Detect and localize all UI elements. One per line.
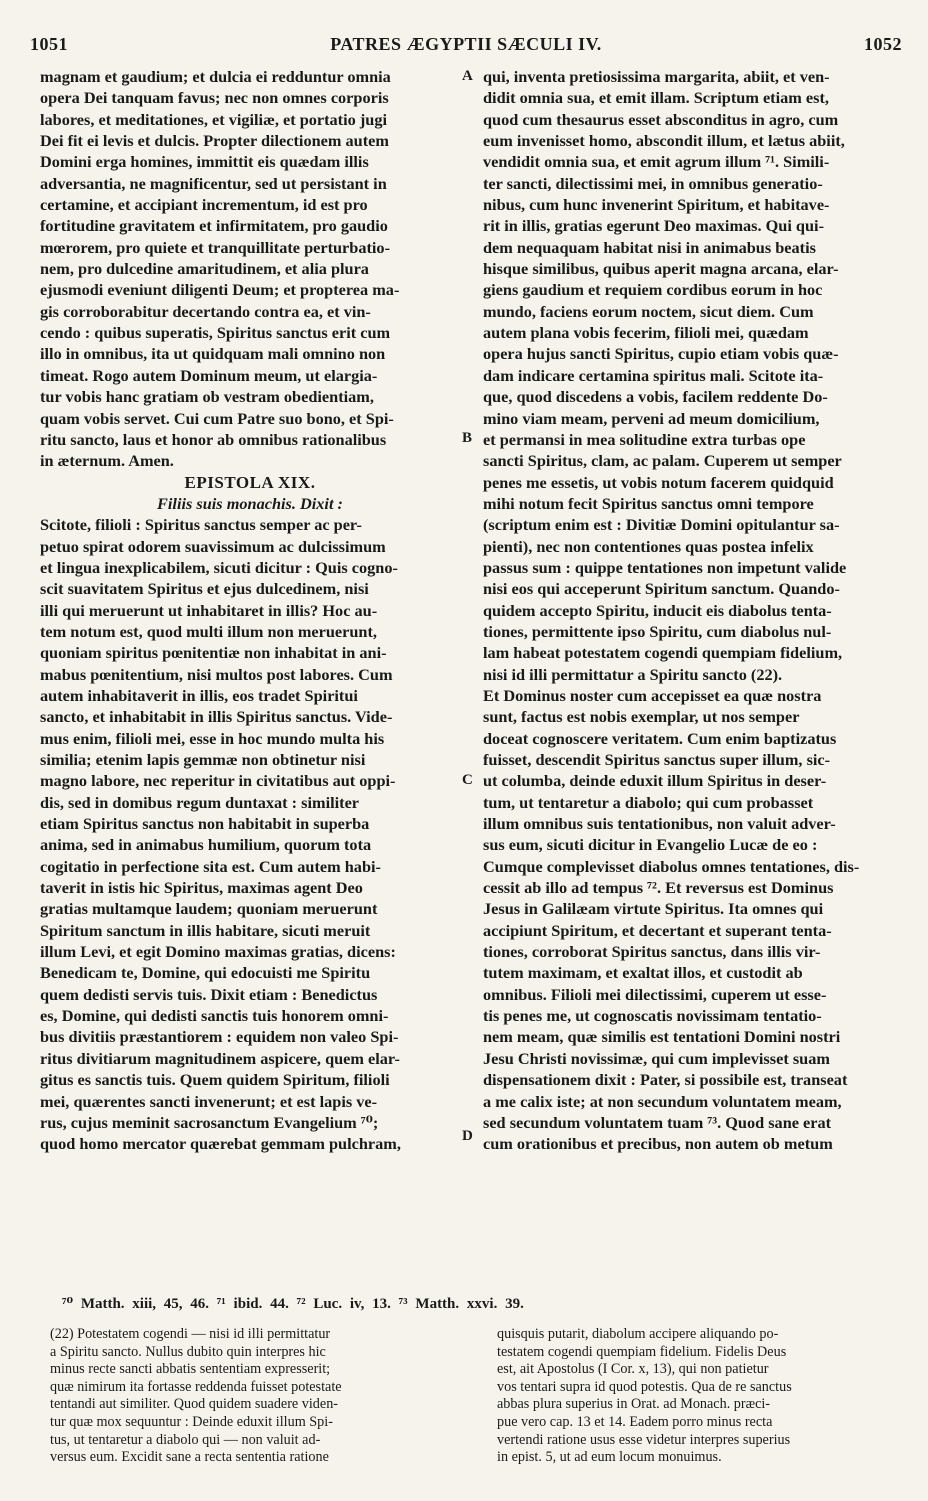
left-text-after-heading [40, 514, 460, 1154]
text-line: quoniam spiritus pœnitentiæ non inhabitat in ani- [40, 643, 387, 663]
margin-marker-a: A [462, 68, 473, 84]
text-line: timeat. Rogo autem Dominum meum, ut elargia- [40, 365, 378, 385]
text-line: dispensationem dixit : Pater, si possibile est, transeat [483, 1070, 848, 1090]
text-line: mino viam meam, perveni ad meum domicilium, [483, 408, 820, 428]
text-line: sancto, et inhabitabit in illis Spiritus sanctus. Vide- [40, 707, 393, 727]
text-line: labores, et meditationes, et vigiliæ, et portatio jugi [40, 109, 387, 129]
text-line: cendo : quibus superatis, Spiritus sanctus erit cum [40, 323, 391, 343]
text-line: Jesu Christi novissimæ, qui cum implevisset suam [483, 1048, 830, 1068]
note-line: tus, ut tentaretur a diabolo qui — non valuit ad- [50, 1431, 321, 1448]
text-line: accipiunt Spiritum, et decertant et superant tenta- [483, 920, 832, 940]
footnote-references: ⁷⁰ Matth. xiii, 45, 46. ⁷¹ ibid. 44. ⁷² Luc. iv, 13. ⁷³ Matth. xxvi. 39. [62, 1296, 524, 1312]
text-line: scit suavitatem Spiritus et ejus dulcedinem, nisi [40, 579, 369, 599]
text-line: quod homo mercator quærebat gemmam pulchram, [40, 1134, 401, 1154]
text-line: mœrorem, pro quiete et tranquillitate perturbatio- [40, 237, 390, 257]
text-line: dem nequaquam habitat nisi in animabus beatis [483, 237, 816, 257]
text-line: mabus pœnitentium, nisi multos post labores. Cum [40, 664, 393, 684]
text-line: que, quod discedens a vobis, facilem reddente Do- [483, 387, 828, 407]
note-line: tentandi aut similiter. Quod quidem suadere viden- [50, 1396, 339, 1413]
text-line: gis corroborabitur decertando contra ea, et vin- [40, 301, 371, 321]
text-line: sunt, factus est nobis exemplar, ut nos semper [483, 707, 800, 727]
note-line: vos tentari supra id quod potestis. Qua de re sanctus [497, 1378, 792, 1395]
text-line: autem plana vobis fecerim, filioli mei, quædam [483, 323, 809, 343]
running-title: PATRES ÆGYPTII SÆCULI IV. [330, 34, 602, 54]
text-line: et lingua inexplicabilem, sicuti dicitur : Quis cogno- [40, 557, 398, 577]
text-line: gitus es sanctis tuis. Quem quidem Spiritum, filioli [40, 1070, 390, 1090]
text-line: quam vobis servet. Cui cum Patre suo bono, et Spi- [40, 408, 394, 428]
text-line: Spiritum sanctum in illis habitare, sicuti meruit [40, 920, 371, 940]
right-text [483, 66, 903, 1155]
text-line: tur vobis hanc gratiam ob vestram obedientiam, [40, 387, 374, 407]
text-line: fuisset, descendit Spiritus sanctus super illum, sic- [483, 750, 831, 769]
text-line: tiones, permittente ipso Spiritu, cum diabolus nul- [483, 621, 832, 641]
text-line: sancti Spiritus, clam, ac palam. Cuperem ut semper [483, 451, 842, 471]
text-line: tem notum est, quod multi illum non meruerunt, [40, 621, 377, 641]
text-line: tiones, corroborat Spiritus sanctus, dans illis vir- [483, 942, 821, 962]
text-line: mundo, faciens eorum noctem, sicut diem. Cum [483, 301, 814, 321]
note-line: pue vero cap. 13 et 14. Eadem porro minus recta [497, 1413, 773, 1430]
text-line: rus, cujus meminit sacrosanctum Evangelium ⁷⁰; [40, 1112, 379, 1132]
epistle-subheading: Filiis suis monachis. Dixit : [157, 493, 343, 513]
note-line: vertendi ratione usus esse videtur interpres superius [497, 1431, 791, 1448]
text-line: opera hujus sancti Spiritus, cupio etiam vobis quæ- [483, 344, 839, 364]
text-line: Jesus in Galilæam virtute Spiritus. Ita omnes qui [483, 899, 824, 919]
text-line: dis, sed in domibus regum duntaxat : similiter [40, 792, 360, 812]
text-line: nisi eos qui acceperunt Spiritum sanctum. Quando- [483, 579, 840, 599]
text-line: didit omnia sua, et emit illam. Scriptum etiam est, [483, 88, 829, 108]
page-number-right: 1052 [864, 34, 902, 54]
text-line: mus enim, filioli mei, esse in hoc mundo multa his [40, 728, 385, 748]
text-line: rit in illis, gratias egerunt Deo maximas. Qui qui- [483, 216, 824, 236]
text-line: sus eum, sicuti dicitur in Evangelio Lucæ de eo : [483, 835, 818, 855]
text-line: magno labore, nec reperitur in civitatibus aut oppi- [40, 771, 396, 791]
text-line: Dei fit ei levis et dulcis. Propter dilectionem autem [40, 131, 389, 151]
note-line: a Spiritu sancto. Nullus dubito quin interpres hic [50, 1343, 326, 1360]
text-line: nisi id illi permittatur a Spiritu sancto (22). [483, 664, 783, 684]
note-line: quæ nimirum ita fortasse reddenda fuisset potestate [50, 1378, 342, 1395]
note-line: versus eum. Excidit sane a recta sententia ratione [50, 1449, 329, 1466]
text-line: adversantia, ne magnificentur, sed ut persistant in [40, 173, 387, 193]
text-line: Cumque complevisset diabolus omnes tentationes, dis- [483, 856, 860, 876]
note-line: quisquis putarit, diabolum accipere aliquando po- [497, 1326, 779, 1342]
note-line: tur quæ mox sequuntur : Deinde eduxit illum Spi- [50, 1413, 333, 1430]
page-header [30, 34, 902, 64]
text-line: Scitote, filioli : Spiritus sanctus semper ac per- [40, 515, 362, 535]
text-line: hisque similibus, quibus aperit magna arcana, elar- [483, 259, 839, 279]
note-line: in epist. 5, ut ad eum locum monuimus. [497, 1449, 722, 1466]
text-line: fortitudine gravitatem et infirmitatem, pro gaudio [40, 216, 388, 236]
text-line: pienti), nec non contentiones quas postea infelix [483, 536, 814, 556]
text-line: eum invenisset homo, abscondit illum, et lætus abiit, [483, 131, 845, 151]
text-line: Benedicam te, Domine, qui edocuisti me Spiritu [40, 963, 371, 983]
note-line: (22) Potestatem cogendi — nisi id illi permittatur [50, 1326, 331, 1342]
text-line: passus sum : quippe tentationes non impetunt valide [483, 557, 847, 577]
text-line: illum omnibus suis tentationibus, non valuit adver- [483, 814, 836, 834]
text-line: cum orationibus et precibus, non autem ob metum [483, 1134, 833, 1154]
text-line: illi qui meruerunt ut inhabitaret in illis? Hoc au- [40, 600, 378, 620]
text-line: ritus divitiarum magnitudinem aspicere, quem elar- [40, 1048, 400, 1068]
text-line: Domini erga homines, immittit eis quædam illis [40, 152, 369, 172]
text-line: cessit ab illo ad tempus ⁷². Et reversus est Dominus [483, 878, 834, 898]
text-line: nem meam, quæ similis est tentationi Domini nostri [483, 1027, 841, 1047]
note-line: testatem cogendi quempiam fidelium. Fidelis Deus [497, 1343, 787, 1360]
text-line: ut columba, deinde eduxit illum Spiritus in deser- [483, 771, 827, 791]
text-line: dam indicare certamina spiritus mali. Scitote ita- [483, 365, 824, 385]
text-line: etiam Spiritus sanctus non habitabit in superba [40, 814, 370, 834]
text-line: opera Dei tanquam favus; nec non omnes corporis [40, 88, 389, 108]
epistle-heading: EPISTOLA XIX. [184, 472, 316, 492]
text-line: tutem maximam, et exaltat illos, et custodit ab [483, 963, 803, 983]
margin-marker-d: D [462, 1128, 473, 1144]
note-line: est, ait Apostolus (I Cor. x, 13), qui non patietur [497, 1361, 769, 1378]
text-line: in æternum. Amen. [40, 451, 174, 471]
text-line: giens gaudium et requiem cordibus eorum in hoc [483, 280, 823, 300]
text-line: magnam et gaudium; et dulcia ei redduntur omnia [40, 67, 391, 86]
text-line: autem inhabitaverit in illis, eos tradet Spiritui [40, 685, 358, 705]
page-number-left: 1051 [30, 34, 68, 54]
text-line: cogitatio in perfectione sita est. Cum autem habi- [40, 856, 381, 876]
text-line: Et Dominus noster cum accepisset ea quæ nostra [483, 685, 822, 705]
text-line: tis penes me, ut cognoscatis novissimam tentatio- [483, 1006, 822, 1026]
text-line: illum Levi, et egit Domino maximas gratias, dicens: [40, 942, 396, 962]
text-line: doceat cognoscere veritatem. Cum enim baptizatus [483, 728, 837, 748]
annotation-left [50, 1326, 470, 1467]
text-line: petuo spirat odorem suavissimum ac dulcissimum [40, 536, 386, 556]
text-line: nibus, cum hunc invenerint Spiritum, et habitave- [483, 195, 830, 215]
text-line: anima, sed in animabus humilium, quorum tota [40, 835, 372, 855]
text-line: penes me essetis, ut vobis notum facerem quidquid [483, 472, 834, 492]
text-line: mei, quærentes sancti invenerunt; et est lapis ve- [40, 1091, 378, 1111]
text-line: ejusmodi eveniunt diligenti Deum; et propterea ma- [40, 280, 400, 300]
text-line: similia; etenim lapis gemmæ non obtinetur nisi [40, 750, 366, 769]
text-line: (scriptum enim est : Divitiæ Domini opitulantur sa- [483, 515, 840, 535]
text-line: vendidit omnia sua, et emit agrum illum ⁷¹. Simili- [483, 152, 830, 172]
note-line: abbas plura superius in Orat. ad Monach. præci- [497, 1396, 771, 1413]
margin-marker-b: B [462, 430, 473, 446]
text-line: et permansi in mea solitudine extra turbas ope [483, 429, 806, 449]
text-line: certamine, et accipiant incrementum, id est pro [40, 195, 368, 215]
text-line: gratias multamque laudem; quoniam meruerunt [40, 899, 378, 919]
note-line: minus recte sancti abbatis sententiam expresserit; [50, 1361, 331, 1378]
text-line: illo in omnibus, ita ut quidquam mali omnino non [40, 344, 386, 364]
left-text-before-heading [40, 66, 460, 472]
margin-marker-c: C [462, 772, 473, 788]
text-line: a me calix iste; at non secundum voluntatem meam, [483, 1091, 842, 1111]
text-line: ter sancti, dilectissimi mei, in omnibus generatio- [483, 173, 823, 193]
text-line: quem dedisti servis tuis. Dixit etiam : Benedictus [40, 984, 378, 1004]
text-line: ritu sancto, laus et honor ab omnibus rationalibus [40, 429, 387, 449]
text-line: mihi notum fecit Spiritus sanctus omni tempore [483, 493, 814, 513]
text-line: nem, pro dulcedine amaritudinem, et alia plura [40, 259, 369, 279]
right-column [483, 66, 903, 1155]
text-line: omnibus. Filioli mei dilectissimi, cuperem ut esse- [483, 984, 827, 1004]
text-line: taverit in istis hic Spiritus, maximas agent Deo [40, 878, 363, 898]
text-line: bus divitiis præstantiorem : equidem non valeo Spi- [40, 1027, 399, 1047]
text-line: qui, inventa pretiosissima margarita, abiit, et ven- [483, 67, 830, 86]
text-line: tum, ut tentaretur a diabolo; qui cum probasset [483, 792, 814, 812]
text-line: es, Domine, qui dedisti sanctis tuis honorem omni- [40, 1006, 389, 1026]
text-line: quidem accepto Spiritu, inducit eis diabolus tenta- [483, 600, 832, 620]
annotation-right [497, 1326, 907, 1467]
text-line: sed secundum voluntatem tuam ⁷³. Quod sane erat [483, 1112, 832, 1132]
text-line: lam habeat potestatem cogendi quempiam fidelium, [483, 643, 843, 663]
left-column [40, 66, 460, 1155]
text-line: quod cum thesaurus esset absconditus in agro, cum [483, 109, 839, 129]
